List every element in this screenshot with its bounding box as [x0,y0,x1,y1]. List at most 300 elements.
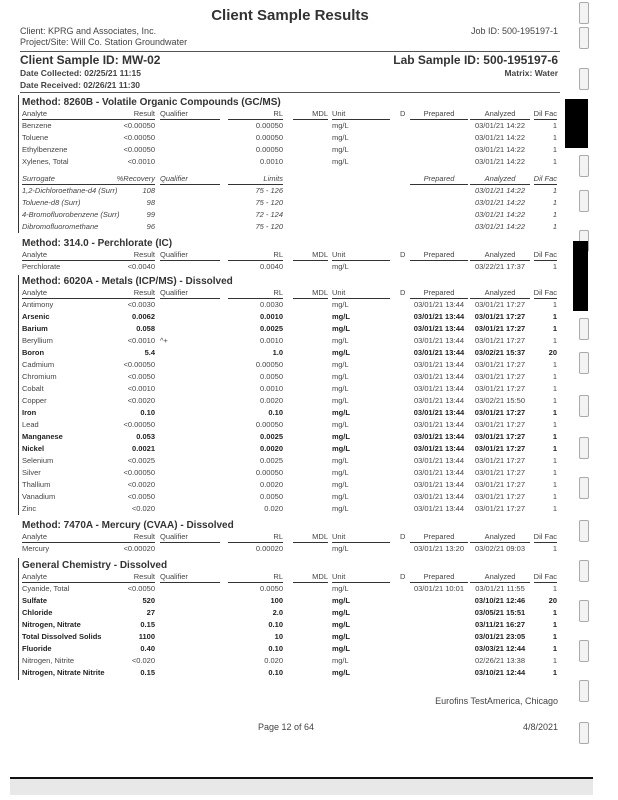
cell-rl: 0.10 [268,620,283,629]
header-dil-fac: Dil Fac [533,250,557,259]
header-analyte: Analyte [22,288,144,299]
table-row [20,644,560,656]
table-row [20,596,560,608]
header-result: Result [115,109,155,120]
cell-unit: mg/L [332,656,349,665]
cell-result: <0.00050 [123,420,155,429]
method-section [20,276,560,516]
column-header-row [20,572,560,584]
header-analyte: Analyte [22,532,144,543]
cell-dil-fac: 1 [552,632,557,641]
cell-analyzed: 03/01/21 17:27 [474,312,526,321]
cell-analyte: Thallium [22,480,51,489]
header-dil-fac: Dil Fac [533,288,557,297]
header-qualifier: Qualifier [160,174,220,185]
cell-analyzed: 03/01/21 14:22 [474,121,526,130]
cell-rl: 0.0025 [260,456,283,465]
cell-unit: mg/L [332,396,349,405]
date-collected: Date Collected: 02/25/21 11:15 [20,68,141,78]
header-unit: Unit [332,288,390,299]
table-row [20,620,560,632]
cell-result: 27 [146,608,155,617]
index-tab-active[interactable] [565,99,588,148]
cell-analyte: Nickel [22,444,45,453]
cell-result: <0.0050 [127,372,155,381]
cell-analyzed: 03/10/21 12:46 [474,596,526,605]
cell-result: <0.0020 [127,480,155,489]
cell-analyzed: 03/01/21 17:27 [474,360,526,369]
cell-analyzed: 03/01/21 14:22 [474,186,526,195]
header-recovery: %Recovery [116,174,155,183]
cell-limits: 75 - 120 [255,222,283,231]
index-tab[interactable] [579,437,589,459]
header-mdl: MDL [293,109,328,120]
table-row [20,456,560,468]
cell-result: <0.020 [131,656,155,665]
cell-dil-fac: 20 [548,596,557,605]
index-tab[interactable] [579,722,589,744]
header-analyzed: Analyzed [470,572,530,583]
column-header-row [20,288,560,300]
header-prepared: Prepared [410,288,468,299]
cell-analyzed: 03/01/21 17:27 [474,324,526,333]
header-mdl: MDL [293,572,328,583]
table-row [20,504,560,516]
method-section [20,560,560,680]
cell-dil-fac: 1 [552,210,557,219]
page-title: Client Sample Results [211,7,369,24]
header-rl: RL [228,572,283,583]
header-surrogate: Surrogate [22,174,144,185]
cell-dil-fac: 1 [552,186,557,195]
surrogate-header-row [20,174,560,186]
header-unit: Unit [332,109,390,120]
page-number: Page 12 of 64 [258,722,315,732]
cell-analyte: Fluoride [22,644,52,653]
table-row [20,348,560,360]
header-analyzed: Analyzed [470,109,530,120]
cell-unit: mg/L [332,360,349,369]
cell-analyte: Beryllium [22,336,53,345]
cell-result: 5.4 [144,348,155,357]
cell-prepared: 03/01/21 13:44 [413,348,465,357]
header-mdl: MDL [293,532,328,543]
cell-unit: mg/L [332,584,349,593]
cell-unit: mg/L [332,608,350,617]
index-tab[interactable] [579,600,589,622]
cell-analyzed: 03/01/21 17:27 [474,408,526,417]
cell-dil-fac: 1 [552,544,557,553]
cell-recovery: 96 [146,222,155,231]
table-row [20,300,560,312]
cell-unit: mg/L [332,668,350,677]
cell-rl: 0.00050 [255,468,283,477]
cell-rl: 0.0010 [260,312,283,321]
table-row [20,384,560,396]
cell-rl: 1.0 [272,348,283,357]
cell-analyte: Selenium [22,456,54,465]
cell-analyte: Perchlorate [22,262,61,271]
header-d: D [400,572,406,581]
method-title: General Chemistry - Dissolved [22,560,168,571]
project-site: Project/Site: Will Co. Station Groundwater [20,37,188,47]
cell-dil-fac: 1 [552,384,557,393]
cell-rl: 10 [274,632,283,641]
cell-dil-fac: 1 [552,396,557,405]
column-header-row [20,250,560,262]
cell-analyzed: 03/11/21 16:27 [474,620,526,629]
cell-analyte: Nitrogen, Nitrate Nitrite [22,668,105,677]
cell-analyzed: 03/01/21 14:22 [474,222,526,231]
cell-result: 0.0021 [132,444,155,453]
cell-rl: 0.10 [268,408,283,417]
header-rl: RL [228,109,283,120]
index-tab[interactable] [579,2,589,24]
cell-analyzed: 03/01/21 17:27 [474,468,526,477]
cell-unit: mg/L [332,620,350,629]
cell-dil-fac: 20 [548,348,557,357]
cell-analyzed: 03/01/21 17:27 [474,456,526,465]
cell-analyzed: 03/01/21 17:27 [474,480,526,489]
cell-limits: 75 - 126 [255,186,283,195]
cell-unit: mg/L [332,300,349,309]
cell-prepared: 03/01/21 13:44 [413,372,465,381]
cell-unit: mg/L [332,121,349,130]
method-section [20,238,560,274]
cell-result: 520 [142,596,155,605]
header-analyte: Analyte [22,109,144,120]
cell-result: <0.0010 [127,384,155,393]
cell-result: <0.0025 [127,456,155,465]
cell-unit: mg/L [332,492,349,501]
divider [20,51,560,52]
cell-dil-fac: 1 [552,222,557,231]
cell-dil-fac: 1 [552,584,557,593]
cell-analyte: Nitrogen, Nitrite [22,656,75,665]
cell-result: 0.15 [140,620,155,629]
cell-unit: mg/L [332,348,350,357]
table-row [20,544,560,556]
cell-result: <0.0010 [127,157,155,166]
cell-unit: mg/L [332,133,349,142]
cell-rl: 0.0020 [260,444,283,453]
cell-analyte: Lead [22,420,39,429]
cell-analyte: Ethylbenzene [22,145,68,154]
cell-prepared: 03/01/21 13:44 [413,312,465,321]
header-mdl: MDL [293,288,328,299]
header-unit: Unit [332,250,390,261]
header-result: Result [115,250,155,261]
cell-dil-fac: 1 [552,620,557,629]
cell-unit: mg/L [332,644,350,653]
cell-unit: mg/L [332,632,350,641]
cell-rl: 0.00050 [255,420,283,429]
header-analyte: Analyte [22,250,144,261]
cell-result: 0.0062 [132,312,155,321]
cell-analyte: Total Dissolved Solids [22,632,102,641]
cell-analyte: Antimony [22,300,54,309]
cell-rl: 0.020 [264,656,283,665]
cell-surrogate: Dibromofluoromethane [22,222,99,231]
index-tab[interactable] [579,477,589,499]
table-row [20,420,560,432]
cell-prepared: 03/01/21 13:44 [413,408,465,417]
cell-rl: 0.00020 [255,544,283,553]
client-sample-id: Client Sample ID: MW-02 [20,53,161,67]
cell-prepared: 03/01/21 10:01 [413,584,465,593]
cell-unit: mg/L [332,384,349,393]
cell-analyzed: 03/01/21 17:27 [474,504,526,513]
surrogate-row [20,210,560,222]
cell-dil-fac: 1 [552,360,557,369]
cell-unit: mg/L [332,336,349,345]
header-result: Result [115,532,155,543]
cell-result: <0.00050 [123,468,155,477]
index-tab[interactable] [579,155,589,177]
cell-dil-fac: 1 [552,480,557,489]
table-row [20,668,560,680]
cell-prepared: 03/01/21 13:44 [413,360,465,369]
header-mdl: MDL [293,250,328,261]
job-id: Job ID: 500-195197-1 [470,26,558,36]
table-row [20,656,560,668]
cell-recovery: 99 [146,210,155,219]
header-result: Result [115,572,155,583]
section-bracket [18,95,19,233]
section-bracket [18,558,19,680]
cell-analyzed: 03/01/21 17:27 [474,372,526,381]
table-row [20,157,560,169]
cell-result: <0.0030 [127,300,155,309]
cell-rl: 0.0020 [260,480,283,489]
table-row [20,121,560,133]
cell-analyzed: 03/01/21 23:05 [474,632,526,641]
client: Client: KPRG and Associates, Inc. [20,26,157,36]
cell-dil-fac: 1 [552,121,557,130]
cell-dil-fac: 1 [552,456,557,465]
cell-prepared: 03/01/21 13:44 [413,444,465,453]
index-tab[interactable] [579,190,589,212]
cell-dil-fac: 1 [552,644,557,653]
cell-analyzed: 03/10/21 12:44 [474,668,526,677]
header-unit: Unit [332,532,390,543]
header-analyzed: Analyzed [470,532,530,543]
cell-prepared: 03/01/21 13:44 [413,492,465,501]
cell-dil-fac: 1 [552,336,557,345]
index-tab[interactable] [579,395,589,417]
cell-dil-fac: 1 [552,492,557,501]
cell-rl: 0.10 [268,668,283,677]
cell-dil-fac: 1 [552,145,557,154]
cell-analyzed: 03/02/21 09:03 [474,544,526,553]
cell-rl: 0.00050 [255,360,283,369]
surrogate-row [20,186,560,198]
cell-analyzed: 03/03/21 12:44 [474,644,526,653]
header-limits: Limits [228,174,283,185]
cell-dil-fac: 1 [552,312,557,321]
header-d: D [400,532,406,541]
cell-rl: 0.0050 [260,372,283,381]
method-section [20,97,560,234]
cell-unit: mg/L [332,420,349,429]
cell-rl: 100 [270,596,283,605]
cell-analyzed: 03/01/21 17:27 [474,336,526,345]
cell-analyte: Nitrogen, Nitrate [22,620,81,629]
cell-analyte: Cyanide, Total [22,584,70,593]
cell-prepared: 03/01/21 13:44 [413,480,465,489]
index-tab[interactable] [579,640,589,662]
cell-prepared: 03/01/21 13:44 [413,396,465,405]
cell-unit: mg/L [332,145,349,154]
column-header-row [20,532,560,544]
cell-prepared: 03/01/21 13:44 [413,336,465,345]
index-tab[interactable] [579,560,589,582]
cell-analyte: Cadmium [22,360,55,369]
cell-prepared: 03/01/21 13:44 [413,456,465,465]
index-tab[interactable] [579,27,589,49]
cell-surrogate: Toluene-d8 (Surr) [22,198,81,207]
cell-unit: mg/L [332,408,350,417]
cell-surrogate: 4-Bromofluorobenzene (Surr) [22,210,120,219]
cell-result: 0.10 [140,408,155,417]
cell-analyzed: 03/01/21 14:22 [474,157,526,166]
cell-dil-fac: 1 [552,198,557,207]
cell-analyte: Chloride [22,608,53,617]
header-analyzed: Analyzed [470,288,530,299]
header-rl: RL [228,532,283,543]
header-unit: Unit [332,572,390,583]
table-row [20,396,560,408]
cell-result: <0.00050 [123,360,155,369]
cell-analyte: Vanadium [22,492,56,501]
cell-unit: mg/L [332,157,349,166]
cell-result: <0.0040 [127,262,155,271]
cell-dil-fac: 1 [552,408,557,417]
cell-unit: mg/L [332,468,349,477]
table-row [20,632,560,644]
cell-result: 0.053 [136,432,155,441]
header-prepared: Prepared [410,109,468,120]
index-tab[interactable] [579,318,589,340]
cell-unit: mg/L [332,544,349,553]
cell-dil-fac: 1 [552,668,557,677]
header-prepared: Prepared [410,174,468,185]
cell-dil-fac: 1 [552,420,557,429]
cell-analyzed: 03/01/21 17:27 [474,444,526,453]
cell-result: <0.00050 [123,133,155,142]
cell-prepared: 03/01/21 13:44 [413,300,465,309]
cell-qualifier: ^+ [160,336,168,345]
table-row [20,324,560,336]
cell-analyzed: 03/01/21 17:27 [474,384,526,393]
table-row [20,145,560,157]
index-tab-active[interactable] [573,241,588,311]
cell-analyte: Iron [22,408,37,417]
cell-analyzed: 03/01/21 14:22 [474,210,526,219]
table-row [20,262,560,274]
index-tab[interactable] [579,520,589,542]
cell-result: <0.0010 [127,336,155,345]
cell-prepared: 03/01/21 13:44 [413,432,465,441]
table-row [20,372,560,384]
surrogate-row [20,198,560,210]
index-tab[interactable] [579,680,589,702]
cell-rl: 0.10 [268,644,283,653]
table-row [20,133,560,145]
cell-analyte: Barium [22,324,48,333]
cell-analyte: Zinc [22,504,37,513]
header-qualifier: Qualifier [160,288,220,299]
cell-analyzed: 03/22/21 17:37 [474,262,526,271]
cell-analyzed: 03/01/21 17:27 [474,420,526,429]
index-tab[interactable] [579,352,589,374]
header-rl: RL [228,288,283,299]
cell-dil-fac: 1 [552,608,557,617]
date-received: Date Received: 02/26/21 11:30 [20,80,141,90]
cell-analyte: Silver [22,468,41,477]
cell-result: 1100 [138,632,155,641]
method-title: Method: 314.0 - Perchlorate (IC) [22,238,173,249]
cell-result: <0.0050 [127,584,155,593]
cell-dil-fac: 1 [552,468,557,477]
index-tab[interactable] [579,68,589,90]
cell-analyzed: 03/02/21 15:37 [474,348,526,357]
cell-result: 0.40 [140,644,155,653]
surrogate-row [20,222,560,234]
cell-analyte: Sulfate [22,596,48,605]
cell-unit: mg/L [332,324,350,333]
divider [20,92,560,93]
cell-analyte: Arsenic [22,312,50,321]
results-sections [20,97,560,680]
cell-analyzed: 03/05/21 15:51 [474,608,526,617]
cell-analyte: Cobalt [22,384,44,393]
cell-rl: 0.0025 [260,324,283,333]
report-date: 4/8/2021 [522,722,558,732]
cell-analyzed: 03/01/21 14:22 [474,198,526,207]
cell-rl: 0.0025 [260,432,283,441]
cell-unit: mg/L [332,444,350,453]
cell-analyte: Toluene [22,133,49,142]
cell-rl: 0.0040 [260,262,283,271]
cell-result: <0.0050 [127,492,155,501]
cell-result: <0.00050 [123,121,155,130]
cell-surrogate: 1,2-Dichloroethane-d4 (Surr) [22,186,118,195]
table-row [20,480,560,492]
header-dil-fac: Dil Fac [533,109,557,118]
cell-rl: 0.0020 [260,396,283,405]
lab-sample-id: Lab Sample ID: 500-195197-6 [393,53,558,67]
method-title: Method: 8260B - Volatile Organic Compounds (GC/MS) [22,97,281,108]
cell-dil-fac: 1 [552,157,557,166]
table-row [20,584,560,596]
section-bracket [18,275,19,515]
cell-dil-fac: 1 [552,372,557,381]
cell-unit: mg/L [332,456,349,465]
cell-analyzed: 03/01/21 14:22 [474,133,526,142]
cell-analyzed: 03/02/21 15:50 [474,396,526,405]
cell-prepared: 03/01/21 13:44 [413,420,465,429]
cell-rl: 0.0050 [260,492,283,501]
cell-rl: 0.00050 [255,133,283,142]
cell-rl: 0.0010 [260,336,283,345]
header-dil-fac: Dil Fac [533,572,557,581]
cell-dil-fac: 1 [552,656,557,665]
header-qualifier: Qualifier [160,572,220,583]
header-d: D [400,109,406,118]
header-d: D [400,250,406,259]
cell-rl: 0.0050 [260,584,283,593]
